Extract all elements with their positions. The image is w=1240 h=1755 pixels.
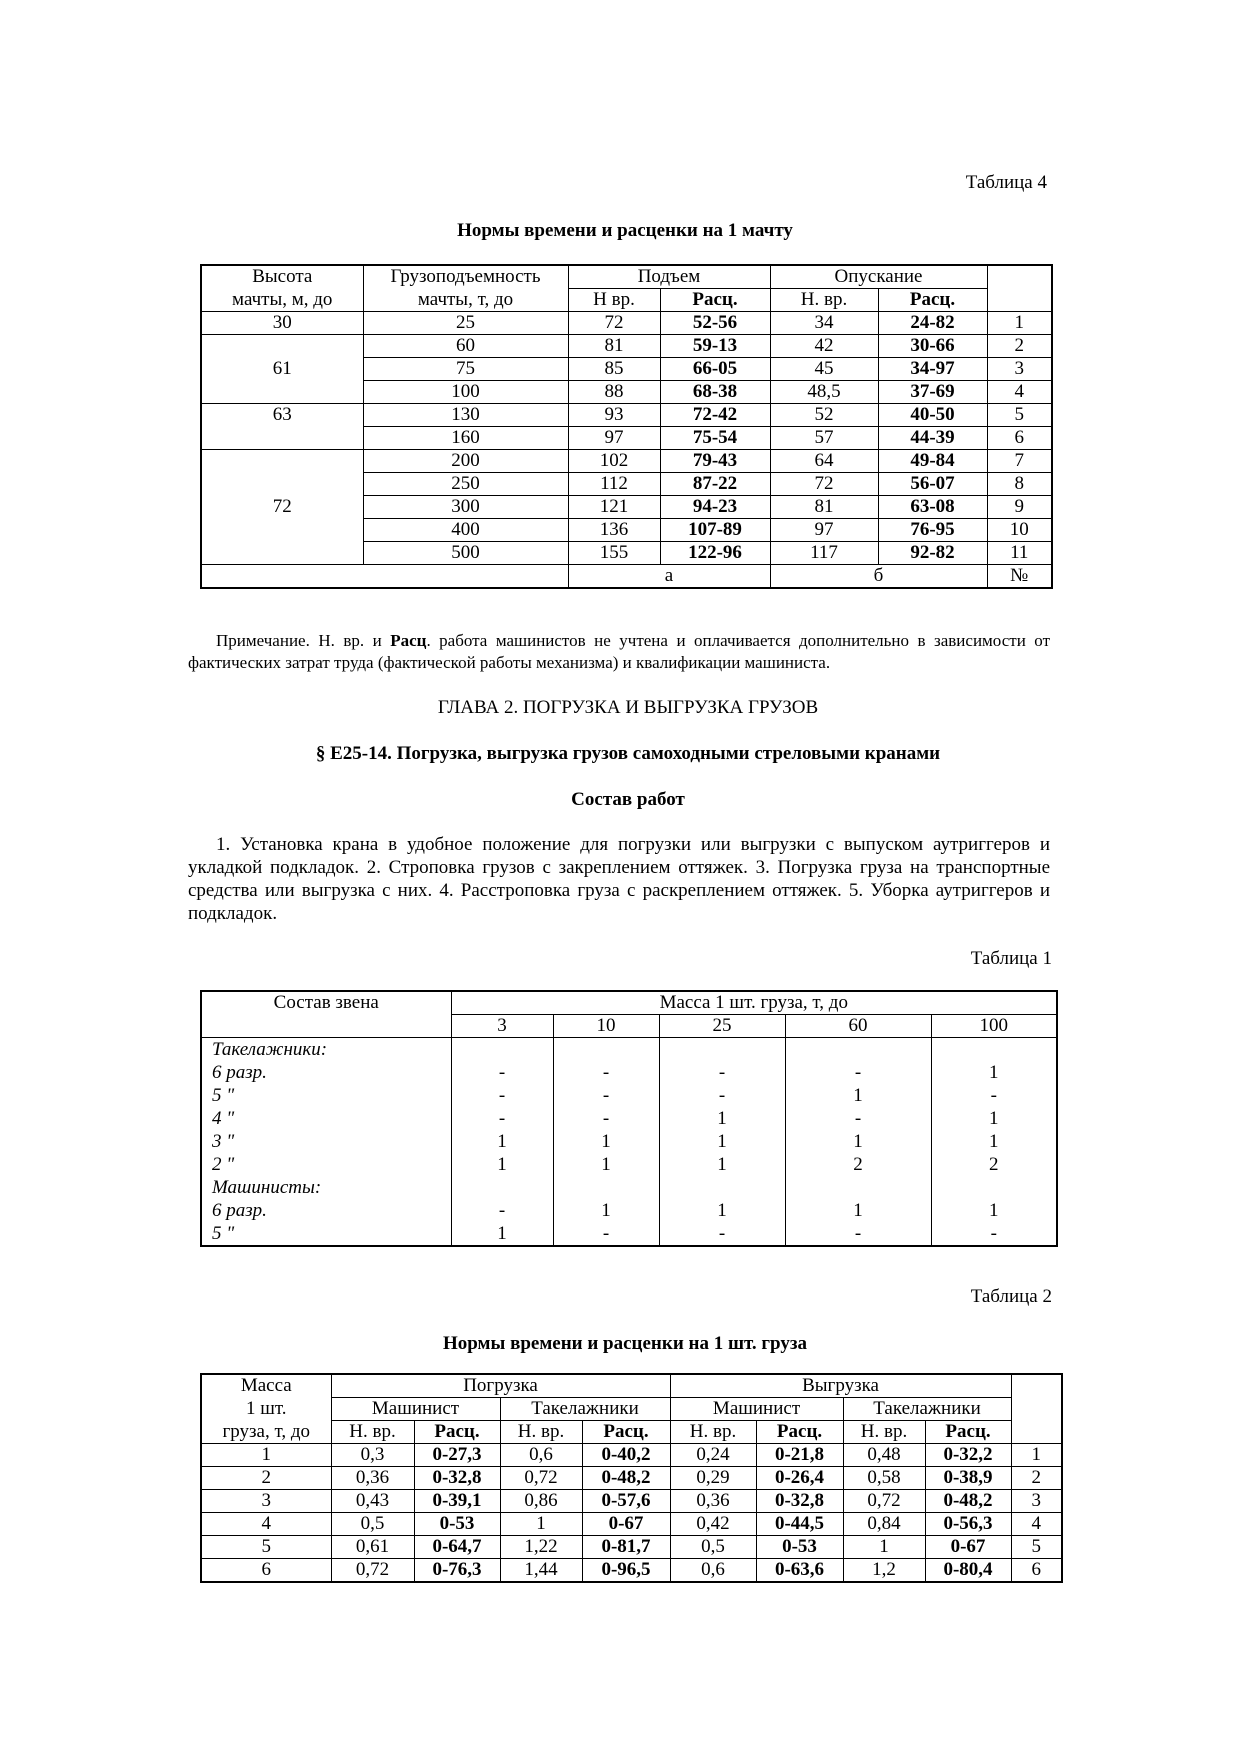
cell-number: 2: [987, 335, 1052, 358]
table-row: [201, 1107, 1057, 1130]
cell: 0-53: [414, 1513, 500, 1536]
header-number: [1011, 1374, 1062, 1444]
cell-lift-nvr: 121: [568, 496, 660, 519]
cell-lift-nvr: 97: [568, 427, 660, 450]
row-label: 3 ": [201, 1130, 451, 1153]
cell-lower-rasc: 76-95: [878, 519, 987, 542]
header-lower: Опускание: [770, 265, 987, 289]
cell: -: [451, 1107, 553, 1130]
cell-number: 6: [1011, 1559, 1062, 1583]
table-row: [201, 450, 1052, 473]
row-label: 4 ": [201, 1107, 451, 1130]
cell: 0-44,5: [756, 1513, 843, 1536]
cell: 0,5: [331, 1513, 414, 1536]
cell-height: 63: [201, 404, 363, 450]
cell: [931, 1038, 1057, 1062]
header-mass-value: 100: [931, 1015, 1057, 1038]
cell: 0-38,9: [925, 1467, 1011, 1490]
header-capacity-1: Грузоподъемность: [363, 265, 568, 289]
footer-column-a: а: [568, 565, 770, 589]
cell: [553, 1038, 659, 1062]
cell: 0,84: [843, 1513, 925, 1536]
cell-number: 2: [1011, 1467, 1062, 1490]
header-lift: Подъем: [568, 265, 770, 289]
cell: 1: [553, 1130, 659, 1153]
cell-capacity: 250: [363, 473, 568, 496]
cell-lower-nvr: 34: [770, 312, 878, 335]
cell: 0,36: [670, 1490, 756, 1513]
cell-number: 5: [987, 404, 1052, 427]
table-row: [201, 1084, 1057, 1107]
cell: 1: [659, 1199, 785, 1222]
header-mass-3: груза, т, до: [201, 1421, 331, 1444]
cell-lower-nvr: 42: [770, 335, 878, 358]
note-suffix: . работа машинистов не учтена и оплачивается дополнительно в зависимости от фактических затрат труда (фактической работы механизма) и квалификации машиниста.: [188, 631, 1050, 672]
cell-mass: 2: [201, 1467, 331, 1490]
table-row: [201, 335, 1052, 358]
cell: 0-57,6: [582, 1490, 670, 1513]
chapter-title-text: ГЛАВА 2. ПОГРУЗКА И ВЫГРУЗКА ГРУЗОВ: [437, 697, 819, 718]
header-capacity-2: мачты, т, до: [363, 289, 568, 312]
cell-capacity: 500: [363, 542, 568, 565]
table1: [200, 990, 1058, 1247]
header-lift-rasc: Расц.: [660, 289, 770, 312]
cell-number: 1: [987, 312, 1052, 335]
header-rasc: Расц.: [582, 1421, 670, 1444]
header-mass-value: 60: [785, 1015, 931, 1038]
cell: -: [553, 1222, 659, 1246]
work-composition-text: 1. Установка крана в удобное положение для погрузки или выгрузки с выпуском аутриггеров и укладкой подкладок. 2. Строповка грузов с закреплением оттяжек. 3. Погрузка груза на транспортные средства или выгрузка с них. 4. Расстроповка груза с раскреплением оттяжек. 5. Уборка аутриггеров и подкладок.: [188, 834, 1050, 924]
cell: 0-96,5: [582, 1559, 670, 1583]
cell-lift-nvr: 81: [568, 335, 660, 358]
cell: 0-21,8: [756, 1444, 843, 1467]
table-row: [201, 312, 1052, 335]
header-height-1: Высота: [201, 265, 363, 289]
cell-lower-rasc: 40-50: [878, 404, 987, 427]
table-row: [201, 1467, 1062, 1490]
cell: 0,6: [500, 1444, 582, 1467]
cell: 0,61: [331, 1536, 414, 1559]
table-row: [201, 1153, 1057, 1176]
cell: 0-40,2: [582, 1444, 670, 1467]
cell-lift-nvr: 88: [568, 381, 660, 404]
cell: 0,29: [670, 1467, 756, 1490]
cell: 0-48,2: [582, 1467, 670, 1490]
cell: [451, 1038, 553, 1062]
cell: 0-48,2: [925, 1490, 1011, 1513]
note-bold: Расц: [390, 631, 427, 650]
header-mass-value: 25: [659, 1015, 785, 1038]
cell: 1: [553, 1153, 659, 1176]
cell: -: [659, 1061, 785, 1084]
cell: 0-63,6: [756, 1559, 843, 1583]
cell-lower-nvr: 117: [770, 542, 878, 565]
header-height-2: мачты, м, до: [201, 289, 363, 312]
cell-lift-rasc: 75-54: [660, 427, 770, 450]
cell: [451, 1176, 553, 1199]
header-mass-value: 3: [451, 1015, 553, 1038]
table-row: [201, 1130, 1057, 1153]
cell-mass: 3: [201, 1490, 331, 1513]
cell: -: [931, 1084, 1057, 1107]
cell: -: [553, 1107, 659, 1130]
cell-lower-nvr: 72: [770, 473, 878, 496]
row-label: 2 ": [201, 1153, 451, 1176]
work-composition-title: Состав работ: [571, 789, 685, 810]
chapter-title: [188, 697, 1068, 719]
cell-number: 4: [1011, 1513, 1062, 1536]
cell: 0-76,3: [414, 1559, 500, 1583]
cell-capacity: 60: [363, 335, 568, 358]
table-row: [201, 1513, 1062, 1536]
table-row: [201, 1199, 1057, 1222]
cell: -: [451, 1084, 553, 1107]
header-rasc: Расц.: [414, 1421, 500, 1444]
cell: 0-32,8: [756, 1490, 843, 1513]
cell: -: [553, 1061, 659, 1084]
cell-lower-nvr: 97: [770, 519, 878, 542]
header-rasc: Расц.: [925, 1421, 1011, 1444]
header-lower-rasc: Расц.: [878, 289, 987, 312]
header-team: Состав звена: [201, 991, 451, 1038]
header-mass-1: Масса: [201, 1374, 331, 1398]
cell: 1: [451, 1130, 553, 1153]
row-label: 6 разр.: [201, 1061, 451, 1084]
cell-number: 4: [987, 381, 1052, 404]
cell-lower-nvr: 52: [770, 404, 878, 427]
cell-lower-rasc: 30-66: [878, 335, 987, 358]
header-unloading: Выгрузка: [670, 1374, 1011, 1398]
cell: 0-67: [582, 1513, 670, 1536]
cell: 1: [659, 1153, 785, 1176]
section-title: § Е25-14. Погрузка, выгрузка грузов самоходными стреловыми кранами: [315, 743, 941, 764]
cell-lift-rasc: 122-96: [660, 542, 770, 565]
cell: 1: [500, 1513, 582, 1536]
footer-number-sign: №: [987, 565, 1052, 589]
cell: 0-64,7: [414, 1536, 500, 1559]
cell: 0,72: [331, 1559, 414, 1583]
cell-lift-rasc: 59-13: [660, 335, 770, 358]
row-label: 6 разр.: [201, 1199, 451, 1222]
cell-height: 30: [201, 312, 363, 335]
cell-number: 3: [987, 358, 1052, 381]
cell-height: 61: [201, 335, 363, 404]
cell: 0-81,7: [582, 1536, 670, 1559]
cell-capacity: 200: [363, 450, 568, 473]
cell-lower-rasc: 63-08: [878, 496, 987, 519]
cell-lower-nvr: 45: [770, 358, 878, 381]
cell-lower-nvr: 81: [770, 496, 878, 519]
row-label: 5 ": [201, 1084, 451, 1107]
cell: 0-67: [925, 1536, 1011, 1559]
cell-number: 8: [987, 473, 1052, 496]
cell: 0-53: [756, 1536, 843, 1559]
cell: 1: [931, 1061, 1057, 1084]
cell-number: 6: [987, 427, 1052, 450]
footer-column-b: б: [770, 565, 987, 589]
table-row: [201, 1038, 1057, 1062]
cell: 0-32,8: [414, 1467, 500, 1490]
cell: 0-56,3: [925, 1513, 1011, 1536]
cell: 0-80,4: [925, 1559, 1011, 1583]
cell: 0,24: [670, 1444, 756, 1467]
cell-height: 72: [201, 450, 363, 565]
cell-mass: 6: [201, 1559, 331, 1583]
cell-lower-rasc: 92-82: [878, 542, 987, 565]
cell-lift-rasc: 87-22: [660, 473, 770, 496]
table-row: [201, 1444, 1062, 1467]
header-number: [987, 265, 1052, 312]
cell-number: 1: [1011, 1444, 1062, 1467]
cell-lift-rasc: 52-56: [660, 312, 770, 335]
cell: 1: [785, 1130, 931, 1153]
cell-lift-nvr: 136: [568, 519, 660, 542]
cell-lower-nvr: 57: [770, 427, 878, 450]
cell-lift-nvr: 112: [568, 473, 660, 496]
cell: 0-26,4: [756, 1467, 843, 1490]
cell-lower-rasc: 24-82: [878, 312, 987, 335]
cell-lower-nvr: 48,5: [770, 381, 878, 404]
cell: [931, 1176, 1057, 1199]
table2-caption: Таблица 2: [970, 1286, 1052, 1307]
cell-number: 10: [987, 519, 1052, 542]
cell-capacity: 160: [363, 427, 568, 450]
cell: 0,72: [500, 1467, 582, 1490]
cell-mass: 4: [201, 1513, 331, 1536]
cell: 0,86: [500, 1490, 582, 1513]
cell: -: [553, 1084, 659, 1107]
cell: 0-27,3: [414, 1444, 500, 1467]
cell: 0,72: [843, 1490, 925, 1513]
cell: -: [451, 1061, 553, 1084]
cell: 1: [931, 1199, 1057, 1222]
cell-capacity: 300: [363, 496, 568, 519]
table-row: [201, 1490, 1062, 1513]
row-label: Такелажники:: [201, 1038, 451, 1062]
cell: -: [785, 1107, 931, 1130]
cell-mass: 1: [201, 1444, 331, 1467]
cell-number: 3: [1011, 1490, 1062, 1513]
cell: -: [659, 1222, 785, 1246]
cell: -: [659, 1084, 785, 1107]
cell: 0,6: [670, 1559, 756, 1583]
cell: 1: [931, 1130, 1057, 1153]
cell-lift-rasc: 66-05: [660, 358, 770, 381]
cell-lift-rasc: 107-89: [660, 519, 770, 542]
header-load-riggers: Такелажники: [500, 1398, 670, 1421]
cell: 1: [451, 1222, 553, 1246]
cell-capacity: 100: [363, 381, 568, 404]
table-row: [201, 1061, 1057, 1084]
header-loading: Погрузка: [331, 1374, 670, 1398]
cell-mass: 5: [201, 1536, 331, 1559]
cell: 2: [785, 1153, 931, 1176]
table2-title: Нормы времени и расценки на 1 шт. груза: [442, 1333, 807, 1354]
cell: 0-39,1: [414, 1490, 500, 1513]
cell: [553, 1176, 659, 1199]
header-nvr: Н. вр.: [843, 1421, 925, 1444]
cell: -: [785, 1061, 931, 1084]
table4: [200, 264, 1053, 589]
cell-lower-rasc: 44-39: [878, 427, 987, 450]
cell-lift-rasc: 72-42: [660, 404, 770, 427]
cell: -: [451, 1199, 553, 1222]
table2: [200, 1373, 1063, 1583]
cell-capacity: 75: [363, 358, 568, 381]
cell-lift-rasc: 68-38: [660, 381, 770, 404]
header-mass-2: 1 шт.: [201, 1398, 331, 1421]
cell: 1: [785, 1084, 931, 1107]
cell: -: [931, 1222, 1057, 1246]
cell: 2: [931, 1153, 1057, 1176]
cell: 1,44: [500, 1559, 582, 1583]
header-nvr: Н. вр.: [670, 1421, 756, 1444]
header-mass: Масса 1 шт. груза, т, до: [451, 991, 1057, 1015]
table-row: [201, 1536, 1062, 1559]
cell-lower-rasc: 37-69: [878, 381, 987, 404]
cell: 1: [785, 1199, 931, 1222]
header-rasc: Расц.: [756, 1421, 843, 1444]
cell-lift-nvr: 72: [568, 312, 660, 335]
table-footer-row: [201, 565, 1052, 589]
cell: 1,22: [500, 1536, 582, 1559]
header-load-operator: Машинист: [331, 1398, 500, 1421]
table-row: [201, 404, 1052, 427]
cell-lift-nvr: 93: [568, 404, 660, 427]
cell: 0-32,2: [925, 1444, 1011, 1467]
header-unload-operator: Машинист: [670, 1398, 843, 1421]
cell: -: [785, 1222, 931, 1246]
table-row: [201, 1176, 1057, 1199]
cell: 0,5: [670, 1536, 756, 1559]
cell: 0,48: [843, 1444, 925, 1467]
row-label: 5 ": [201, 1222, 451, 1246]
header-nvr: Н. вр.: [500, 1421, 582, 1444]
table-row: [201, 1559, 1062, 1583]
table1-caption: Таблица 1: [970, 948, 1052, 969]
cell-lift-nvr: 102: [568, 450, 660, 473]
cell-lift-nvr: 85: [568, 358, 660, 381]
cell: 1: [843, 1536, 925, 1559]
cell-number: 11: [987, 542, 1052, 565]
table4-note: [188, 630, 1050, 674]
cell: 1: [659, 1130, 785, 1153]
cell: 1: [451, 1153, 553, 1176]
footer-empty: [201, 565, 568, 589]
cell-lift-nvr: 155: [568, 542, 660, 565]
header-nvr: Н. вр.: [331, 1421, 414, 1444]
cell: 1: [931, 1107, 1057, 1130]
cell: [659, 1038, 785, 1062]
cell: 0,42: [670, 1513, 756, 1536]
header-lower-nvr: Н. вр.: [770, 289, 878, 312]
cell-capacity: 400: [363, 519, 568, 542]
row-label: Машинисты:: [201, 1176, 451, 1199]
cell-lift-rasc: 94-23: [660, 496, 770, 519]
cell-capacity: 25: [363, 312, 568, 335]
cell-number: 7: [987, 450, 1052, 473]
cell-number: 5: [1011, 1536, 1062, 1559]
header-unload-riggers: Такелажники: [843, 1398, 1011, 1421]
cell-lower-rasc: 56-07: [878, 473, 987, 496]
cell-lower-rasc: 49-84: [878, 450, 987, 473]
cell: 0,36: [331, 1467, 414, 1490]
cell: 0,58: [843, 1467, 925, 1490]
note-prefix: Примечание. Н. вр. и: [216, 631, 391, 650]
cell-number: 9: [987, 496, 1052, 519]
cell: [785, 1038, 931, 1062]
header-lift-nvr: Н вр.: [568, 289, 660, 312]
cell: [659, 1176, 785, 1199]
cell: 1: [659, 1107, 785, 1130]
table4-title: Нормы времени и расценки на 1 мачту: [457, 220, 793, 241]
cell-capacity: 130: [363, 404, 568, 427]
cell: [785, 1176, 931, 1199]
table4-caption: Таблица 4: [965, 172, 1047, 193]
cell-lower-nvr: 64: [770, 450, 878, 473]
cell: 0,3: [331, 1444, 414, 1467]
header-mass-value: 10: [553, 1015, 659, 1038]
cell: 0,43: [331, 1490, 414, 1513]
cell: 1,2: [843, 1559, 925, 1583]
table-row: [201, 1222, 1057, 1246]
cell-lower-rasc: 34-97: [878, 358, 987, 381]
cell-lift-rasc: 79-43: [660, 450, 770, 473]
cell: 1: [553, 1199, 659, 1222]
